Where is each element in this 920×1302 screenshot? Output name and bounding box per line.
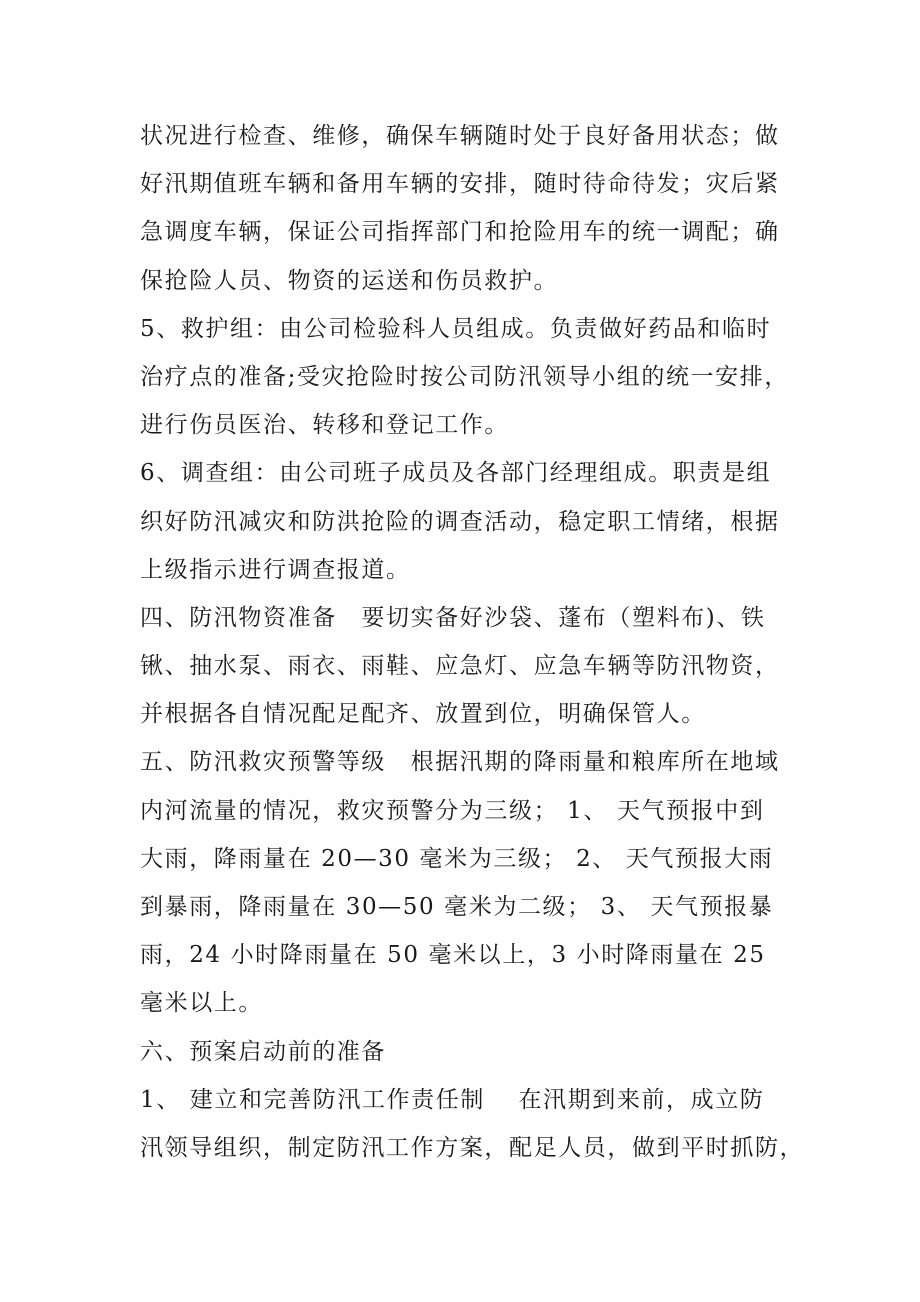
text-line: 上级指示进行调查报道。 [140,556,411,583]
text-line: 治疗点的准备;受灾抢险时按公司防汛领导小组的统一安排， [140,363,789,390]
text-line: 锹、抽水泵、雨衣、雨鞋、应急灯、应急车辆等防汛物资， [140,653,780,680]
text-line: 织好防汛减灾和防洪抢险的调查活动，稳定职工情绪，根据 [140,508,780,535]
text-line: 保抢险人员、物资的运送和伤员救护。 [140,267,559,294]
text-line: 汛领导组织，制定防汛工作方案，配足人员，做到平时抓防， [140,1134,805,1161]
text-line: 五、防汛救灾预警等级 根据汛期的降雨量和粮库所在地域 [140,749,780,776]
text-line: 5、救护组：由公司检验科人员组成。负责做好药品和临时 [140,315,772,342]
text-line: 四、防汛物资准备 要切实备好沙袋、蓬布（塑料布)、铁 [140,604,766,631]
text-line: 六、预案启动前的准备 [140,1038,386,1065]
text-line: 内河流量的情况，救灾预警分为三级； 1、 天气预报中到 [140,797,765,824]
document-body [140,112,805,1172]
text-line: 毫米以上。 [140,990,263,1017]
text-line: 6、调查组：由公司班子成员及各部门经理组成。职责是组 [140,460,772,487]
text-line: 到暴雨，降雨量在 30—50 毫米为二级； 3、 天气预报暴 [140,894,774,920]
text-line: 雨，24 小时降雨量在 50 毫米以上，3 小时降雨量在 25 [140,942,766,969]
text-line: 1、 建立和完善防汛工作责任制 在汛期到来前，成立防 [140,1086,765,1113]
text-line: 大雨，降雨量在 20—30 毫米为三级； 2、 天气预报大雨 [140,845,774,872]
text-line: 状况进行检查、维修，确保车辆随时处于良好备用状态；做 [140,123,780,149]
text-line: 好汛期值班车辆和备用车辆的安排，随时待命待发；灾后紧 [140,171,780,198]
text-line: 急调度车辆，保证公司指挥部门和抢险用车的统一调配；确 [140,219,780,246]
text-line: 并根据各自情况配足配齐、放置到位，明确保管人。 [140,701,706,728]
text-line: 进行伤员医治、转移和登记工作。 [140,412,509,439]
